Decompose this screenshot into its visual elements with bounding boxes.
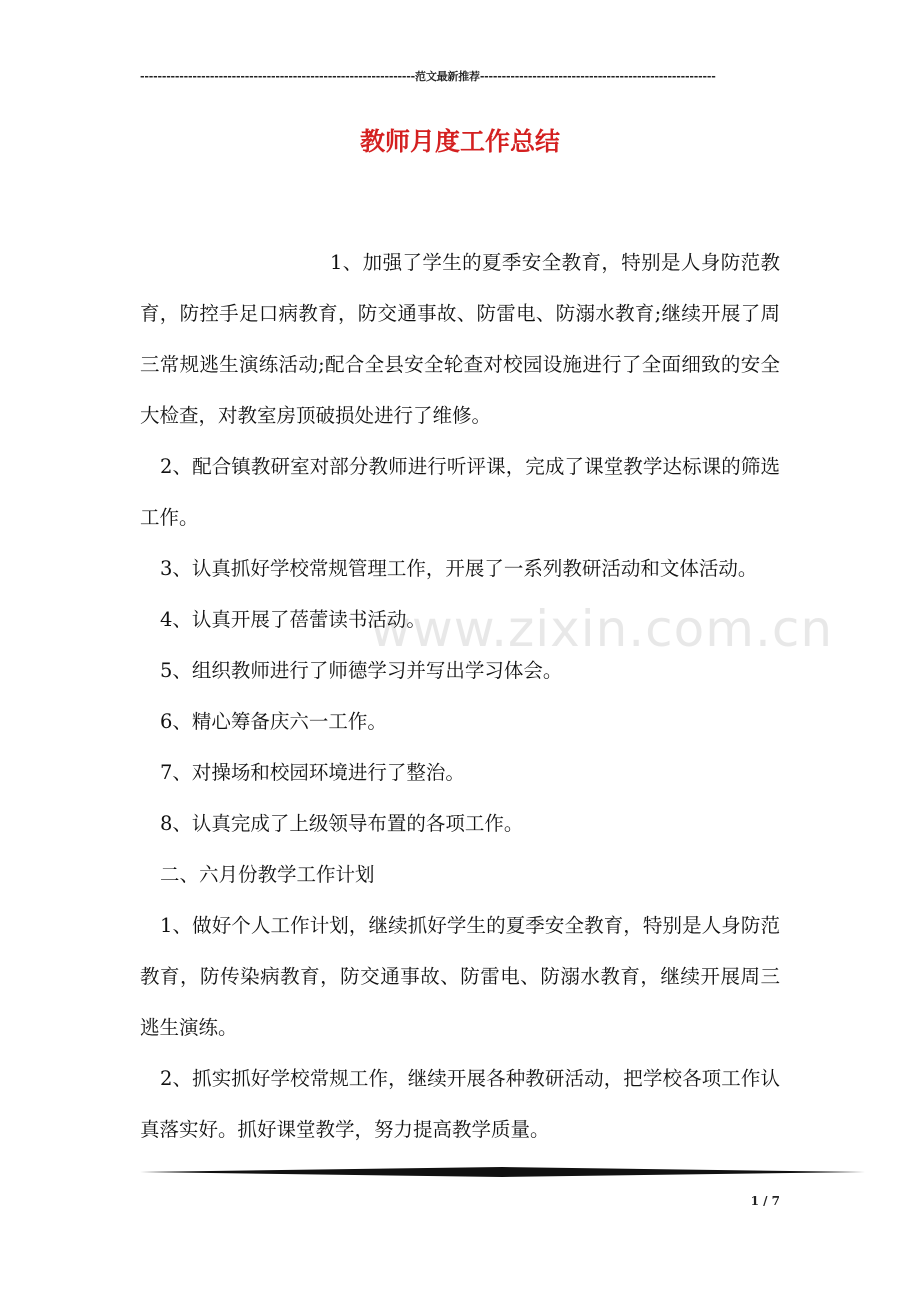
paragraph: 7、对操场和校园环境进行了整治。 [160, 761, 465, 784]
section-heading: 二、六月份教学工作计划 [160, 863, 375, 886]
paragraph: 2、配合镇教研室对部分教师进行听评课，完成了课堂教学达标课的筛选工作。 [140, 455, 780, 529]
page-number: 1 / 7 [750, 1194, 780, 1208]
paragraph: 1、加强了学生的夏季安全教育，特别是人身防范教育，防控手足口病教育，防交通事故、防雷电、防溺水教育;继续开展了周三常规逃生演练活动;配合全县安全轮查对校园设施进行了全面细致的安全大检查，对教室房顶破损处进行了维修。 [140, 251, 780, 427]
paragraph: 3、认真抓好学校常规管理工作，开展了一系列教研活动和文体活动。 [160, 557, 758, 580]
document-body [140, 237, 780, 1155]
footer-divider [140, 1165, 865, 1179]
paragraph: 5、组织教师进行了师德学习并写出学习体会。 [160, 659, 563, 682]
paragraph: 1、做好个人工作计划，继续抓好学生的夏季安全教育，特别是人身防范教育，防传染病教育，防交通事故、防雷电、防溺水教育，继续开展周三逃生演练。 [140, 914, 780, 1039]
header-banner: ---------------------------------------------------------------范文最新推荐------------------------------------------------------ [140, 70, 716, 83]
paragraph: 4、认真开展了蓓蕾读书活动。 [160, 608, 426, 631]
paragraph: 6、精心筹备庆六一工作。 [160, 710, 387, 733]
paragraph: 8、认真完成了上级领导布置的各项工作。 [160, 812, 524, 835]
watermark: www.zixin.com.cn [370, 600, 834, 658]
document-title: 教师月度工作总结 [359, 127, 560, 156]
paragraph: 2、抓实抓好学校常规工作，继续开展各种教研活动，把学校各项工作认真落实好。抓好课堂教学，努力提高教学质量。 [140, 1067, 780, 1141]
